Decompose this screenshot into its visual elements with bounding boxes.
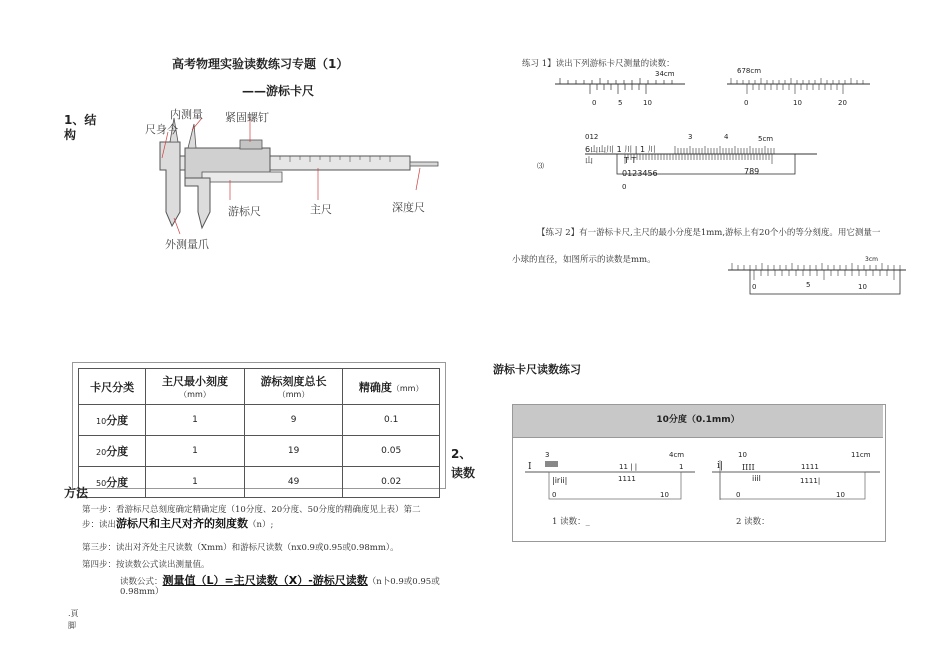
table-cell: 19 xyxy=(244,436,343,467)
exercise-right-iiii: IIII xyxy=(742,463,755,472)
caliper-screw xyxy=(240,140,262,149)
exercise-left-one: 1 xyxy=(679,463,684,471)
exercise-right-iii: iiil xyxy=(752,474,761,483)
step3-line: 第三步：读出对齐处主尺读数（Xmm）和游标尺读数（nx0.9或0.95或0.98mm）。 xyxy=(82,543,399,553)
exercise-left-v1: 10 xyxy=(660,491,669,499)
practice2-v2: 10 xyxy=(858,283,867,291)
step1-line2: 步：读出游标尺和主尺对齐的刻度数（n）; xyxy=(82,517,274,530)
section1-line1: 1、结 xyxy=(64,113,97,127)
practice1-s1-v1: 5 xyxy=(618,99,623,107)
section2-line2: 读数 xyxy=(451,466,476,480)
table-cell: 0.1 xyxy=(343,405,440,436)
practice1-s3-zero: 0 xyxy=(622,183,627,191)
exercise-right-main0: 10 xyxy=(738,451,747,459)
table-cell: 1 xyxy=(146,405,245,436)
table-cell: 49 xyxy=(244,467,343,498)
practice1-s3-tt: T T xyxy=(624,156,637,165)
table-header-row xyxy=(79,369,440,405)
practice2-main-label: 3cm xyxy=(865,256,878,263)
step1-line1: 第一步：看游标尺总刻度确定精确定度（10分度、20分度、50分度的精确度见上表）第二 xyxy=(82,505,421,515)
exercise-right-glyph: i| xyxy=(717,461,723,471)
exercise-header xyxy=(513,405,883,438)
label-screw: 紧固螺钉 xyxy=(225,111,269,124)
label-body: 尺身今 xyxy=(145,123,178,136)
practice1-title: 练习 1】读出下列游标卡尺测量的读数： xyxy=(522,59,675,69)
exercise-left-answer: 1 读数：_ xyxy=(552,517,590,527)
table-row xyxy=(79,405,440,436)
table-row xyxy=(79,436,440,467)
practice1-s3-glyphs: 6山山川 1 川 | 1 川 xyxy=(585,145,656,154)
practice1-s3-glyphs2: 山 xyxy=(585,156,593,165)
footer-line2: 脚 xyxy=(68,621,76,630)
exercise-right-answer: 2 读数： xyxy=(736,517,770,527)
table-cell: 10分度 xyxy=(79,405,146,436)
classification-table xyxy=(78,368,440,498)
exercise-header-label: 10分度（0.1mm） xyxy=(656,415,740,425)
exercise-left-glyph: I xyxy=(528,462,532,472)
practice1-s3-top0: 012 xyxy=(585,133,599,141)
exercise-right-main1: 11cm xyxy=(851,451,871,459)
label-inner-jaw: 内测量 xyxy=(170,108,203,121)
practice2-v1: 5 xyxy=(806,281,811,289)
exercise-right-1111: 1111 xyxy=(801,463,819,471)
practice1-s2-v2: 20 xyxy=(838,99,847,107)
formula-line: 读数公式：测量值（L）=主尺读数（X）-游标尺读数（n卜0.9或0.95或 xyxy=(120,574,440,587)
table-header-cell: 精确度（mm） xyxy=(343,369,440,405)
footer-line1: .頁 xyxy=(68,609,79,618)
label-outer-jaw: 外测量爪 xyxy=(165,238,209,251)
table-header-cell: 游标刻度总长 （mm） xyxy=(244,369,343,405)
practice1-s1-v2: 10 xyxy=(643,99,652,107)
section1-line2: 构 xyxy=(64,128,77,142)
practice1-scale-3 xyxy=(585,140,820,185)
practice1-s2-v0: 0 xyxy=(744,99,749,107)
table-cell: 0.02 xyxy=(343,467,440,498)
step4-line: 第四步：按读数公式读出测量值。 xyxy=(82,560,210,570)
practice1-s1-main: 34cm xyxy=(655,70,675,78)
caliper-moving-jaw xyxy=(185,178,210,228)
table-cell: 20分度 xyxy=(79,436,146,467)
formula-line2: 0.98mm） xyxy=(120,587,164,597)
exercise-left-v0: 0 xyxy=(552,491,557,499)
table-cell: 50分度 xyxy=(79,467,146,498)
table-header-cell: 主尺最小刻度 （mm） xyxy=(146,369,245,405)
practice1-s3-top1: 3 xyxy=(688,133,693,141)
table-row xyxy=(79,467,440,498)
exercise-right-1111b: 1111| xyxy=(800,477,821,485)
exercise-left-1111: 1111 xyxy=(618,475,636,483)
exercise-left-main0: 3 xyxy=(545,451,550,459)
exercise-right-v0: 0 xyxy=(736,491,741,499)
practice2-v0: 0 xyxy=(752,283,757,291)
table-cell: 9 xyxy=(244,405,343,436)
caliper-depth-rod xyxy=(410,162,438,166)
page-subtitle: ——游标卡尺 xyxy=(242,84,315,98)
section2-line3: 方法 xyxy=(64,486,89,500)
practice2-scale xyxy=(728,258,908,298)
label-main-scale: 主尺 xyxy=(310,203,332,216)
practice1-s3-nums: 0123456 xyxy=(622,169,658,178)
practice1-s3-top3: 5cm xyxy=(758,135,774,143)
practice1-label-3: ⑶ xyxy=(537,162,544,170)
caliper-vernier-scale xyxy=(202,172,282,182)
page-title: 高考物理实验读数练习专题（1） xyxy=(172,57,349,71)
practice2-text2: 小球的直径，如图所示的读数是mm。 xyxy=(512,255,656,265)
practice1-s1-v0: 0 xyxy=(592,99,597,107)
practice1-s3-right: 789 xyxy=(744,167,760,176)
table-cell: 0.05 xyxy=(343,436,440,467)
exercise-right-v1: 10 xyxy=(836,491,845,499)
practice2-text: 【练习 2】有一游标卡尺,主尺的最小分度是1mm,游标上有20个小的等分刻度。用它测量一 xyxy=(537,228,881,238)
table-cell: 1 xyxy=(146,467,245,498)
table-cell: 1 xyxy=(146,436,245,467)
section2-line1: 2、 xyxy=(451,447,472,461)
exercise-title: 游标卡尺读数练习 xyxy=(493,363,581,376)
practice1-s2-v1: 10 xyxy=(793,99,802,107)
section1-heading xyxy=(64,113,96,143)
table-header-cell: 卡尺分类 xyxy=(79,369,146,405)
exercise-left-vern-glyphs: |irii| xyxy=(552,476,568,485)
label-vernier: 游标尺 xyxy=(228,205,261,218)
exercise-left-mid: 11 | | xyxy=(619,463,638,471)
practice1-s2-main: 678cm xyxy=(737,67,762,75)
exercise-left-main1: 4cm xyxy=(669,451,685,459)
caliper-inner-jaw-2 xyxy=(188,124,196,148)
practice1-s3-top2: 4 xyxy=(724,133,729,141)
label-depth: 深度尺 xyxy=(392,201,425,214)
